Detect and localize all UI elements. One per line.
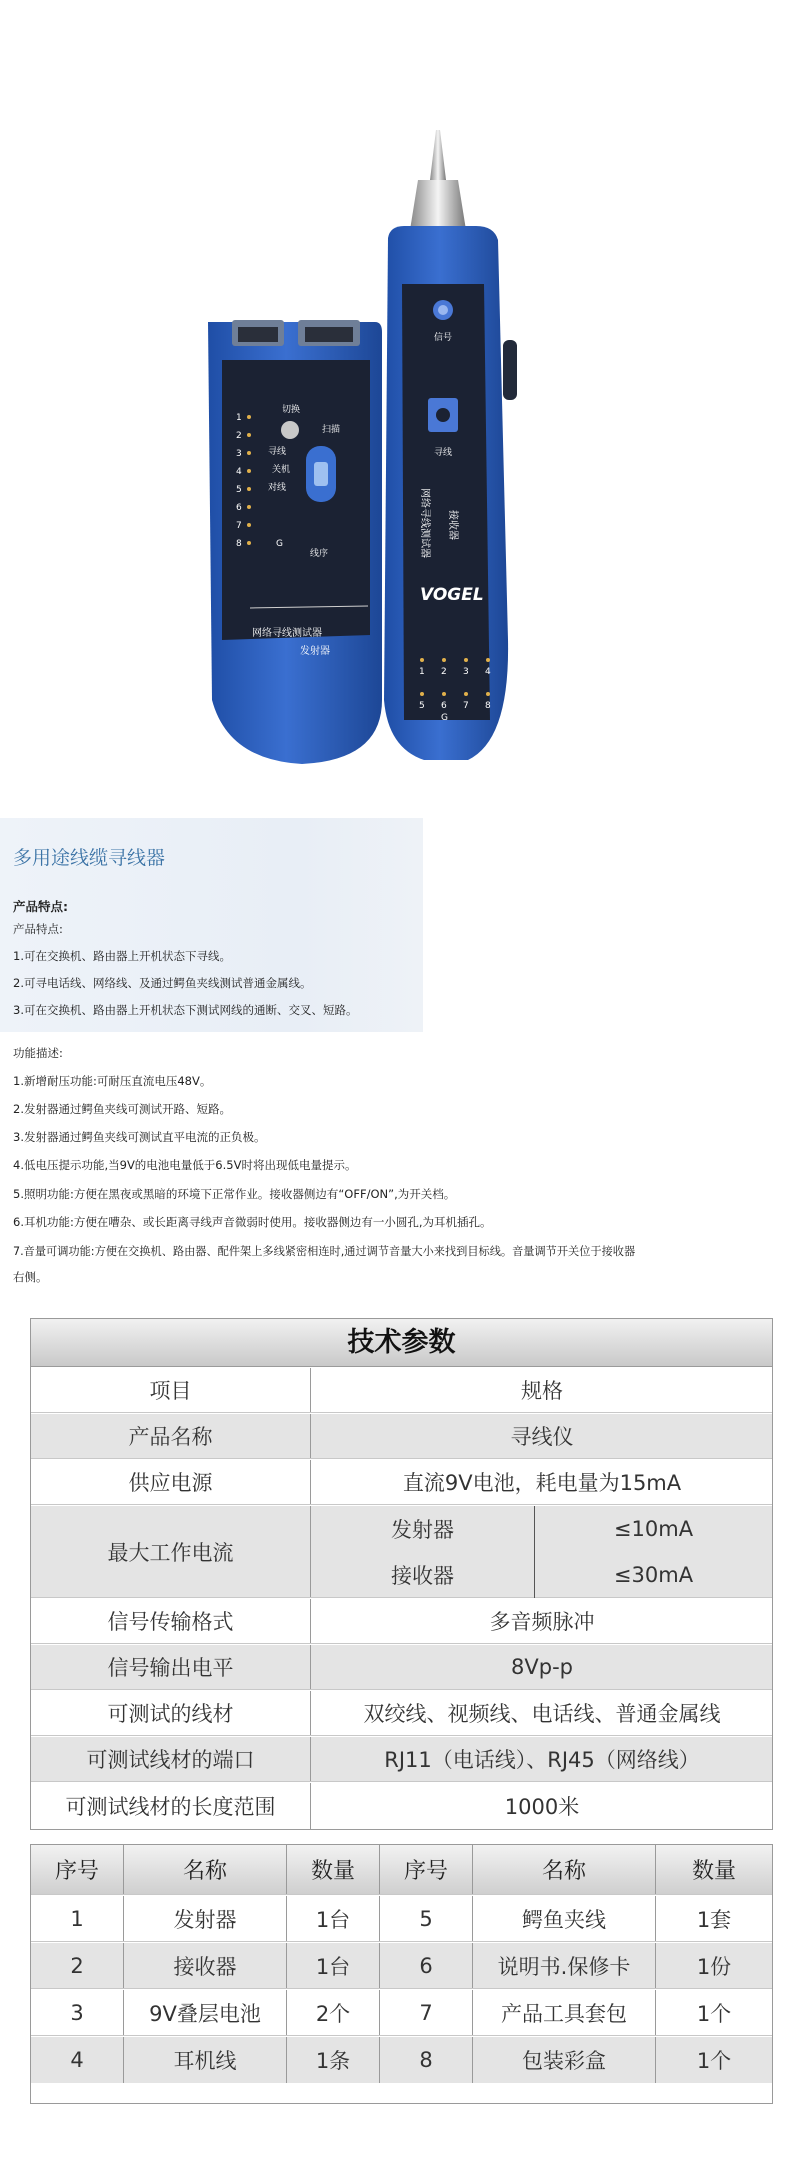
spec-header-spec: 规格 <box>521 1379 563 1403</box>
function-item-1: 1.新增耐压功能:可耐压直流电压48V。 <box>13 1074 212 1088</box>
spec-table-title: 技术参数 <box>31 1319 772 1367</box>
part-qty: 1台 <box>287 1896 380 1941</box>
part-name: 发射器 <box>124 1896 287 1941</box>
port-label-3: 3 <box>236 449 242 459</box>
receiver-device <box>384 130 517 760</box>
rx-port-1: 1 <box>419 667 425 677</box>
part-qty: 1个 <box>696 2001 732 2026</box>
transmitter-device <box>208 320 382 764</box>
close-label: 关机 <box>272 465 291 475</box>
parts-header-qty: 数量 <box>287 1845 380 1894</box>
part-no: 8 <box>380 2037 473 2083</box>
rx-port-4: 4 <box>485 667 491 677</box>
feature-item-2: 2.可寻电话线、网络线、及通过鳄鱼夹线测试普通金属线。 <box>13 976 312 990</box>
spec-header-row <box>31 1368 772 1413</box>
table-row <box>31 2037 772 2083</box>
parts-header-no: 序号 <box>31 1845 124 1894</box>
part-no: 1 <box>31 1896 124 1941</box>
port-label-4: 4 <box>236 467 242 477</box>
product-title: 多用途线缆寻线器 <box>13 847 166 869</box>
part-no: 5 <box>380 1896 473 1941</box>
part-no: 7 <box>380 1990 473 2035</box>
parts-table <box>30 1844 773 2104</box>
spec-row-format <box>31 1599 772 1644</box>
function-item-3: 3.发射器通过鳄鱼夹线可测试直平电流的正负极。 <box>13 1130 266 1144</box>
part-no: 3 <box>31 1990 124 2035</box>
spec-item: 可测试线材的端口 <box>31 1737 311 1781</box>
spec-item: 最大工作电流 <box>31 1506 311 1597</box>
spec-value: 多音频脉冲 <box>489 1610 595 1634</box>
spec-row-ports <box>31 1737 772 1782</box>
table-row <box>31 1896 772 1942</box>
rx-port-6: 6 <box>441 701 447 711</box>
part-qty: 1套 <box>696 1907 732 1932</box>
port-label-8: 8 <box>236 539 242 549</box>
spec-header-item: 项目 <box>31 1368 311 1412</box>
port-label-5: 5 <box>236 485 242 495</box>
port-label-g: G <box>276 539 283 549</box>
spec-row-current <box>31 1506 772 1598</box>
function-item-4: 4.低电压提示功能,当9V的电池电量低于6.5V时将出现低电量提示。 <box>13 1158 357 1172</box>
features-subheading: 产品特点: <box>13 922 63 936</box>
port-label-6: 6 <box>236 503 242 513</box>
part-name: 产品工具套包 <box>473 1990 656 2035</box>
spec-row-name <box>31 1414 772 1459</box>
part-name: 说明书.保修卡 <box>473 1943 656 1988</box>
spec-value: 8Vp-p <box>511 1655 573 1679</box>
parts-header-name: 名称 <box>124 1845 287 1894</box>
feature-item-1: 1.可在交换机、路由器上开机状态下寻线。 <box>13 949 231 963</box>
function-item-5: 5.照明功能:方便在黑夜或黑暗的环境下正常作业。接收器侧边有“OFF/ON”,为开关档。 <box>13 1187 456 1201</box>
spec-current-receiver-value: ≤30mA <box>534 1552 772 1598</box>
spec-table <box>30 1318 773 1830</box>
spec-current-receiver: 接收器 <box>391 1564 454 1588</box>
part-name: 接收器 <box>124 1943 287 1988</box>
parts-header-qty: 数量 <box>691 1859 736 1884</box>
part-no: 6 <box>380 1943 473 1988</box>
find-label: 寻线 <box>268 447 287 457</box>
function-item-7: 7.音量可调功能:方便在交换机、路由器、配件架上多线紧密相连时,通过调节音量大小来找到目标线。音量调节开关位于接收器 <box>13 1245 636 1258</box>
parts-header-name: 名称 <box>473 1845 656 1894</box>
part-qty: 1个 <box>696 2049 732 2073</box>
spec-value: RJ11（电话线）、RJ45（网络线） <box>384 1748 700 1772</box>
receiver-find-label: 寻线 <box>434 448 453 458</box>
spec-value: 寻线仪 <box>510 1425 574 1449</box>
part-qty: 1份 <box>696 1954 732 1979</box>
parts-header-no: 序号 <box>380 1845 473 1894</box>
spec-row-wires <box>31 1691 772 1736</box>
part-name: 耳机线 <box>124 2037 287 2083</box>
spec-current-transmitter-value: ≤10mA <box>534 1506 772 1552</box>
port-label-7: 7 <box>236 521 242 531</box>
seq-label: 线序 <box>310 549 329 559</box>
part-name: 鳄鱼夹线 <box>473 1896 656 1941</box>
spec-item: 产品名称 <box>31 1414 311 1458</box>
part-qty: 1台 <box>287 1943 380 1988</box>
function-item-6: 6.耳机功能:方便在嘈杂、或长距离寻线声音微弱时使用。接收器侧边有一小圆孔,为耳机插孔。 <box>13 1215 492 1229</box>
signal-label: 信号 <box>434 333 453 343</box>
product-photo <box>0 0 800 800</box>
port-label-1: 1 <box>236 413 242 423</box>
feature-item-3: 3.可在交换机、路由器上开机状态下测试网线的通断、交叉、短路。 <box>13 1003 358 1017</box>
rx-port-g: G <box>441 713 448 723</box>
part-no: 4 <box>31 2037 124 2083</box>
functions-heading: 功能描述: <box>13 1046 63 1060</box>
rx-port-8: 8 <box>485 701 491 711</box>
spec-row-length <box>31 1783 772 1829</box>
function-item-7-cont: 右侧。 <box>13 1270 48 1284</box>
part-qty: 1条 <box>287 2037 380 2083</box>
table-row <box>31 1990 772 2036</box>
brand-logo: VOGEL <box>420 585 484 605</box>
spec-item: 可测试的线材 <box>31 1691 311 1735</box>
rx-port-5: 5 <box>419 701 425 711</box>
parts-header-row <box>31 1845 772 1895</box>
receiver-sub: 接收器 <box>447 510 458 540</box>
spec-current-transmitter: 发射器 <box>391 1518 454 1542</box>
spec-value: 直流9V电池，耗电量为15mA <box>402 1471 682 1495</box>
transmitter-sub: 发射器 <box>300 646 330 657</box>
spec-value: 双绞线、视频线、电话线、普通金属线 <box>363 1702 721 1726</box>
rx-port-2: 2 <box>441 667 447 677</box>
spec-row-level <box>31 1645 772 1690</box>
spec-row-power <box>31 1460 772 1505</box>
rx-port-7: 7 <box>463 701 469 711</box>
spec-item: 信号输出电平 <box>31 1645 311 1689</box>
receiver-name: 网络寻线测试器 <box>419 488 430 558</box>
part-no: 2 <box>31 1943 124 1988</box>
port-label-2: 2 <box>236 431 242 441</box>
rx-port-3: 3 <box>463 667 469 677</box>
transmitter-name: 网络寻线测试器 <box>252 628 322 639</box>
function-item-2: 2.发射器通过鳄鱼夹线可测试开路、短路。 <box>13 1102 231 1116</box>
switch-label: 切换 <box>282 405 301 415</box>
features-heading: 产品特点: <box>13 899 68 914</box>
spec-item: 可测试线材的长度范围 <box>31 1783 311 1829</box>
spec-value: 1000米 <box>504 1795 580 1819</box>
table-row <box>31 1943 772 1989</box>
spec-item: 供应电源 <box>31 1460 311 1504</box>
part-qty: 2个 <box>287 1990 380 2035</box>
pair-label: 对线 <box>268 483 287 493</box>
part-name: 包装彩盒 <box>473 2037 656 2083</box>
spec-item: 信号传输格式 <box>31 1599 311 1643</box>
scan-label: 扫描 <box>322 425 341 435</box>
part-name: 9V叠层电池 <box>124 1990 287 2035</box>
